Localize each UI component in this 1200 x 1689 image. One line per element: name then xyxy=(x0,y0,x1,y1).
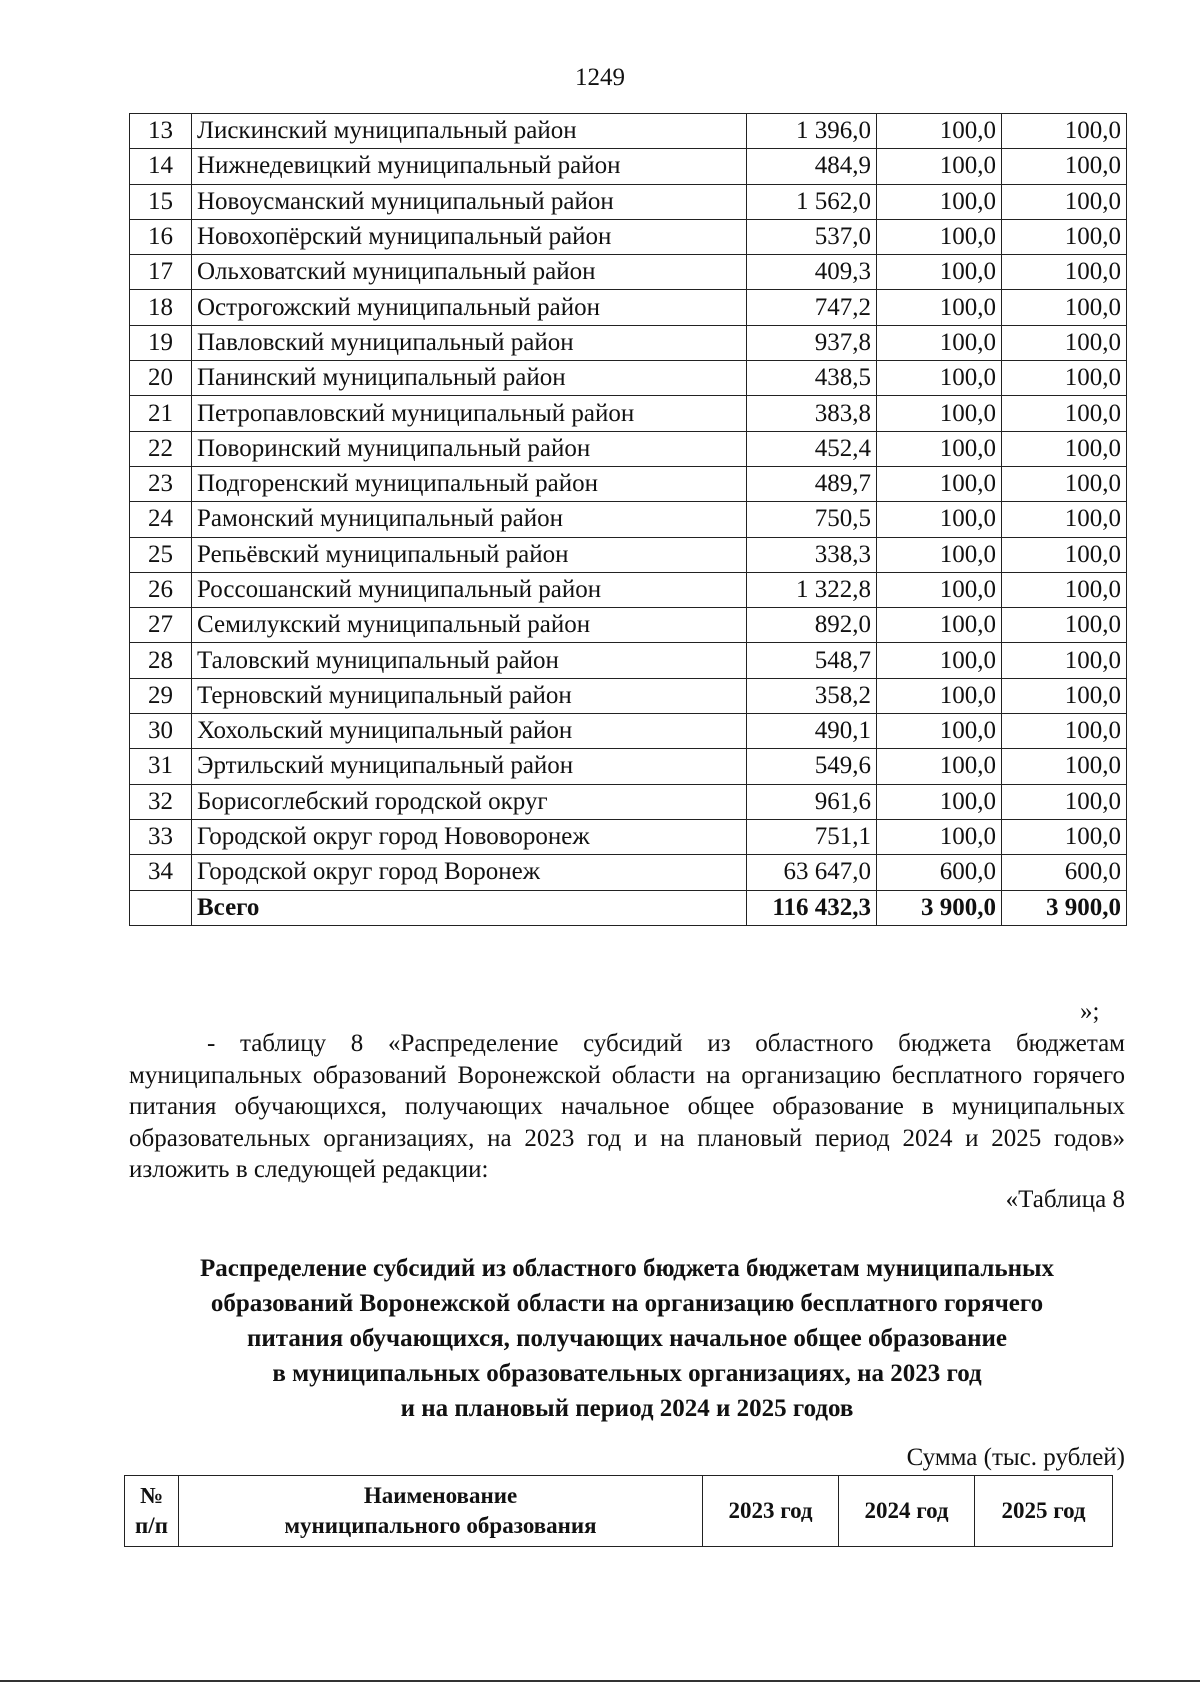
row-2023: 63 647,0 xyxy=(747,855,877,890)
row-2025: 100,0 xyxy=(1002,784,1127,819)
row-number: 29 xyxy=(130,678,192,713)
row-2024: 100,0 xyxy=(877,149,1002,184)
row-name: Россошанский муниципальный район xyxy=(192,572,747,607)
heading-line: образований Воронежской области на организацию бесплатного горячего xyxy=(210,1290,1044,1317)
row-name: Павловский муниципальный район xyxy=(192,325,747,360)
table-body xyxy=(130,114,1127,926)
total-num-cell xyxy=(130,890,192,925)
row-name: Семилукский муниципальный район xyxy=(192,608,747,643)
row-2024: 100,0 xyxy=(877,572,1002,607)
row-name: Новохопёрский муниципальный район xyxy=(192,219,747,254)
heading-line: в муниципальных образовательных организациях, на 2023 год xyxy=(272,1360,982,1387)
row-2024: 600,0 xyxy=(877,855,1002,890)
row-2025: 100,0 xyxy=(1002,608,1127,643)
row-2024: 100,0 xyxy=(877,255,1002,290)
total-2025: 3 900,0 xyxy=(1002,890,1127,925)
table-row xyxy=(130,219,1127,254)
row-2024: 100,0 xyxy=(877,714,1002,749)
row-2024: 100,0 xyxy=(877,325,1002,360)
row-2023: 1 562,0 xyxy=(747,184,877,219)
row-2023: 751,1 xyxy=(747,819,877,854)
table-row xyxy=(130,537,1127,572)
row-2023: 358,2 xyxy=(747,678,877,713)
row-number: 20 xyxy=(130,361,192,396)
row-2023: 338,3 xyxy=(747,537,877,572)
row-2025: 100,0 xyxy=(1002,290,1127,325)
row-2025: 100,0 xyxy=(1002,149,1127,184)
row-2024: 100,0 xyxy=(877,361,1002,396)
row-2025: 100,0 xyxy=(1002,537,1127,572)
row-2023: 750,5 xyxy=(747,502,877,537)
table-row xyxy=(130,784,1127,819)
row-2025: 100,0 xyxy=(1002,749,1127,784)
header-2025: 2025 год xyxy=(975,1476,1113,1547)
row-2023: 548,7 xyxy=(747,643,877,678)
table-row xyxy=(130,643,1127,678)
row-number: 13 xyxy=(130,114,192,149)
table8-header xyxy=(124,1475,1113,1547)
row-2023: 961,6 xyxy=(747,784,877,819)
table-row xyxy=(130,572,1127,607)
row-2024: 100,0 xyxy=(877,431,1002,466)
table-row xyxy=(130,255,1127,290)
row-2025: 100,0 xyxy=(1002,678,1127,713)
row-2023: 747,2 xyxy=(747,290,877,325)
footer-divider xyxy=(0,1680,1200,1682)
row-2024: 100,0 xyxy=(877,784,1002,819)
page-number: 1249 xyxy=(575,64,625,91)
table-row xyxy=(130,855,1127,890)
row-2024: 100,0 xyxy=(877,290,1002,325)
table-label: «Таблица 8 xyxy=(1005,1186,1125,1213)
row-2025: 600,0 xyxy=(1002,855,1127,890)
row-name: Панинский муниципальный район xyxy=(192,361,747,396)
row-2025: 100,0 xyxy=(1002,219,1127,254)
row-2023: 1 322,8 xyxy=(747,572,877,607)
header-name-line: Наименование xyxy=(363,1483,518,1508)
row-2025: 100,0 xyxy=(1002,114,1127,149)
row-2025: 100,0 xyxy=(1002,714,1127,749)
row-number: 28 xyxy=(130,643,192,678)
header-name-line: муниципального образования xyxy=(284,1513,597,1538)
heading-line: питания обучающихся, получающих начальное общее образование xyxy=(246,1325,1008,1352)
row-2024: 100,0 xyxy=(877,184,1002,219)
row-name: Городской округ город Воронеж xyxy=(192,855,747,890)
row-2024: 100,0 xyxy=(877,502,1002,537)
row-number: 31 xyxy=(130,749,192,784)
row-name: Петропавловский муниципальный район xyxy=(192,396,747,431)
total-2024: 3 900,0 xyxy=(877,890,1002,925)
table-row xyxy=(130,502,1127,537)
table-row xyxy=(130,149,1127,184)
units-label: Сумма (тыс. рублей) xyxy=(906,1444,1125,1471)
row-2023: 490,1 xyxy=(747,714,877,749)
row-number: 19 xyxy=(130,325,192,360)
row-number: 26 xyxy=(130,572,192,607)
total-label: Всего xyxy=(192,890,747,925)
heading-line: и на плановый период 2024 и 2025 годов xyxy=(400,1395,854,1422)
row-2025: 100,0 xyxy=(1002,255,1127,290)
row-2025: 100,0 xyxy=(1002,572,1127,607)
header-name xyxy=(179,1476,703,1547)
table-row xyxy=(130,608,1127,643)
row-2023: 409,3 xyxy=(747,255,877,290)
row-number: 23 xyxy=(130,466,192,501)
table-row xyxy=(130,431,1127,466)
row-number: 17 xyxy=(130,255,192,290)
row-2023: 1 396,0 xyxy=(747,114,877,149)
table-heading xyxy=(129,1251,1125,1426)
table-header-row xyxy=(125,1476,1113,1547)
table-row xyxy=(130,114,1127,149)
table-row xyxy=(130,466,1127,501)
row-2023: 452,4 xyxy=(747,431,877,466)
row-name: Терновский муниципальный район xyxy=(192,678,747,713)
row-name: Рамонский муниципальный район xyxy=(192,502,747,537)
row-2025: 100,0 xyxy=(1002,502,1127,537)
amendment-paragraph: - таблицу 8 «Распределение субсидий из областного бюджета бюджетам муниципальных образований Воронежской области на организацию бесплатного горячего питания обучающихся, получающих начальное общее образование в муниципальных образовательных организациях, на 2023 год и на плановый период 2024 и 2025 годов» изложить в следующей редакции: xyxy=(129,1030,1125,1183)
row-number: 16 xyxy=(130,219,192,254)
row-2023: 537,0 xyxy=(747,219,877,254)
row-2025: 100,0 xyxy=(1002,325,1127,360)
row-2023: 484,9 xyxy=(747,149,877,184)
row-2024: 100,0 xyxy=(877,219,1002,254)
row-2023: 892,0 xyxy=(747,608,877,643)
row-2024: 100,0 xyxy=(877,537,1002,572)
row-name: Городской округ город Нововоронеж xyxy=(192,819,747,854)
row-2024: 100,0 xyxy=(877,114,1002,149)
row-2024: 100,0 xyxy=(877,608,1002,643)
row-number: 25 xyxy=(130,537,192,572)
closing-quote: »; xyxy=(1080,998,1100,1025)
row-number: 32 xyxy=(130,784,192,819)
row-name: Ольховатский муниципальный район xyxy=(192,255,747,290)
table-total-row xyxy=(130,890,1127,925)
row-2024: 100,0 xyxy=(877,678,1002,713)
row-name: Острогожский муниципальный район xyxy=(192,290,747,325)
heading-line: Распределение субсидий из областного бюджета бюджетам муниципальных xyxy=(199,1255,1055,1282)
row-2025: 100,0 xyxy=(1002,819,1127,854)
row-2023: 549,6 xyxy=(747,749,877,784)
header-2024: 2024 год xyxy=(839,1476,975,1547)
row-number: 33 xyxy=(130,819,192,854)
row-number: 14 xyxy=(130,149,192,184)
table-row xyxy=(130,396,1127,431)
row-2025: 100,0 xyxy=(1002,643,1127,678)
row-2025: 100,0 xyxy=(1002,184,1127,219)
header-num-line: № xyxy=(139,1483,164,1508)
row-2025: 100,0 xyxy=(1002,361,1127,396)
row-number: 24 xyxy=(130,502,192,537)
subsidy-table-continued xyxy=(129,113,1127,926)
row-2024: 100,0 xyxy=(877,749,1002,784)
row-name: Новоусманский муниципальный район xyxy=(192,184,747,219)
row-name: Подгоренский муниципальный район xyxy=(192,466,747,501)
row-2025: 100,0 xyxy=(1002,431,1127,466)
table-row xyxy=(130,290,1127,325)
table-row xyxy=(130,819,1127,854)
row-name: Репьёвский муниципальный район xyxy=(192,537,747,572)
row-number: 22 xyxy=(130,431,192,466)
row-2024: 100,0 xyxy=(877,643,1002,678)
row-name: Нижнедевицкий муниципальный район xyxy=(192,149,747,184)
table-row xyxy=(130,714,1127,749)
header-2023: 2023 год xyxy=(703,1476,839,1547)
row-name: Поворинский муниципальный район xyxy=(192,431,747,466)
row-2024: 100,0 xyxy=(877,396,1002,431)
row-name: Таловский муниципальный район xyxy=(192,643,747,678)
table-row xyxy=(130,361,1127,396)
row-number: 27 xyxy=(130,608,192,643)
row-name: Борисоглебский городской округ xyxy=(192,784,747,819)
row-2023: 937,8 xyxy=(747,325,877,360)
header-num xyxy=(125,1476,179,1547)
table-row xyxy=(130,325,1127,360)
total-2023: 116 432,3 xyxy=(747,890,877,925)
row-2024: 100,0 xyxy=(877,466,1002,501)
row-2025: 100,0 xyxy=(1002,466,1127,501)
table-row xyxy=(130,678,1127,713)
row-number: 21 xyxy=(130,396,192,431)
row-number: 18 xyxy=(130,290,192,325)
row-number: 34 xyxy=(130,855,192,890)
row-name: Эртильский муниципальный район xyxy=(192,749,747,784)
row-number: 30 xyxy=(130,714,192,749)
row-2023: 383,8 xyxy=(747,396,877,431)
row-name: Хохольский муниципальный район xyxy=(192,714,747,749)
row-2023: 438,5 xyxy=(747,361,877,396)
row-2023: 489,7 xyxy=(747,466,877,501)
row-name: Лискинский муниципальный район xyxy=(192,114,747,149)
table-row xyxy=(130,184,1127,219)
row-2024: 100,0 xyxy=(877,819,1002,854)
row-number: 15 xyxy=(130,184,192,219)
row-2025: 100,0 xyxy=(1002,396,1127,431)
header-num-line: п/п xyxy=(135,1513,168,1538)
table-row xyxy=(130,749,1127,784)
